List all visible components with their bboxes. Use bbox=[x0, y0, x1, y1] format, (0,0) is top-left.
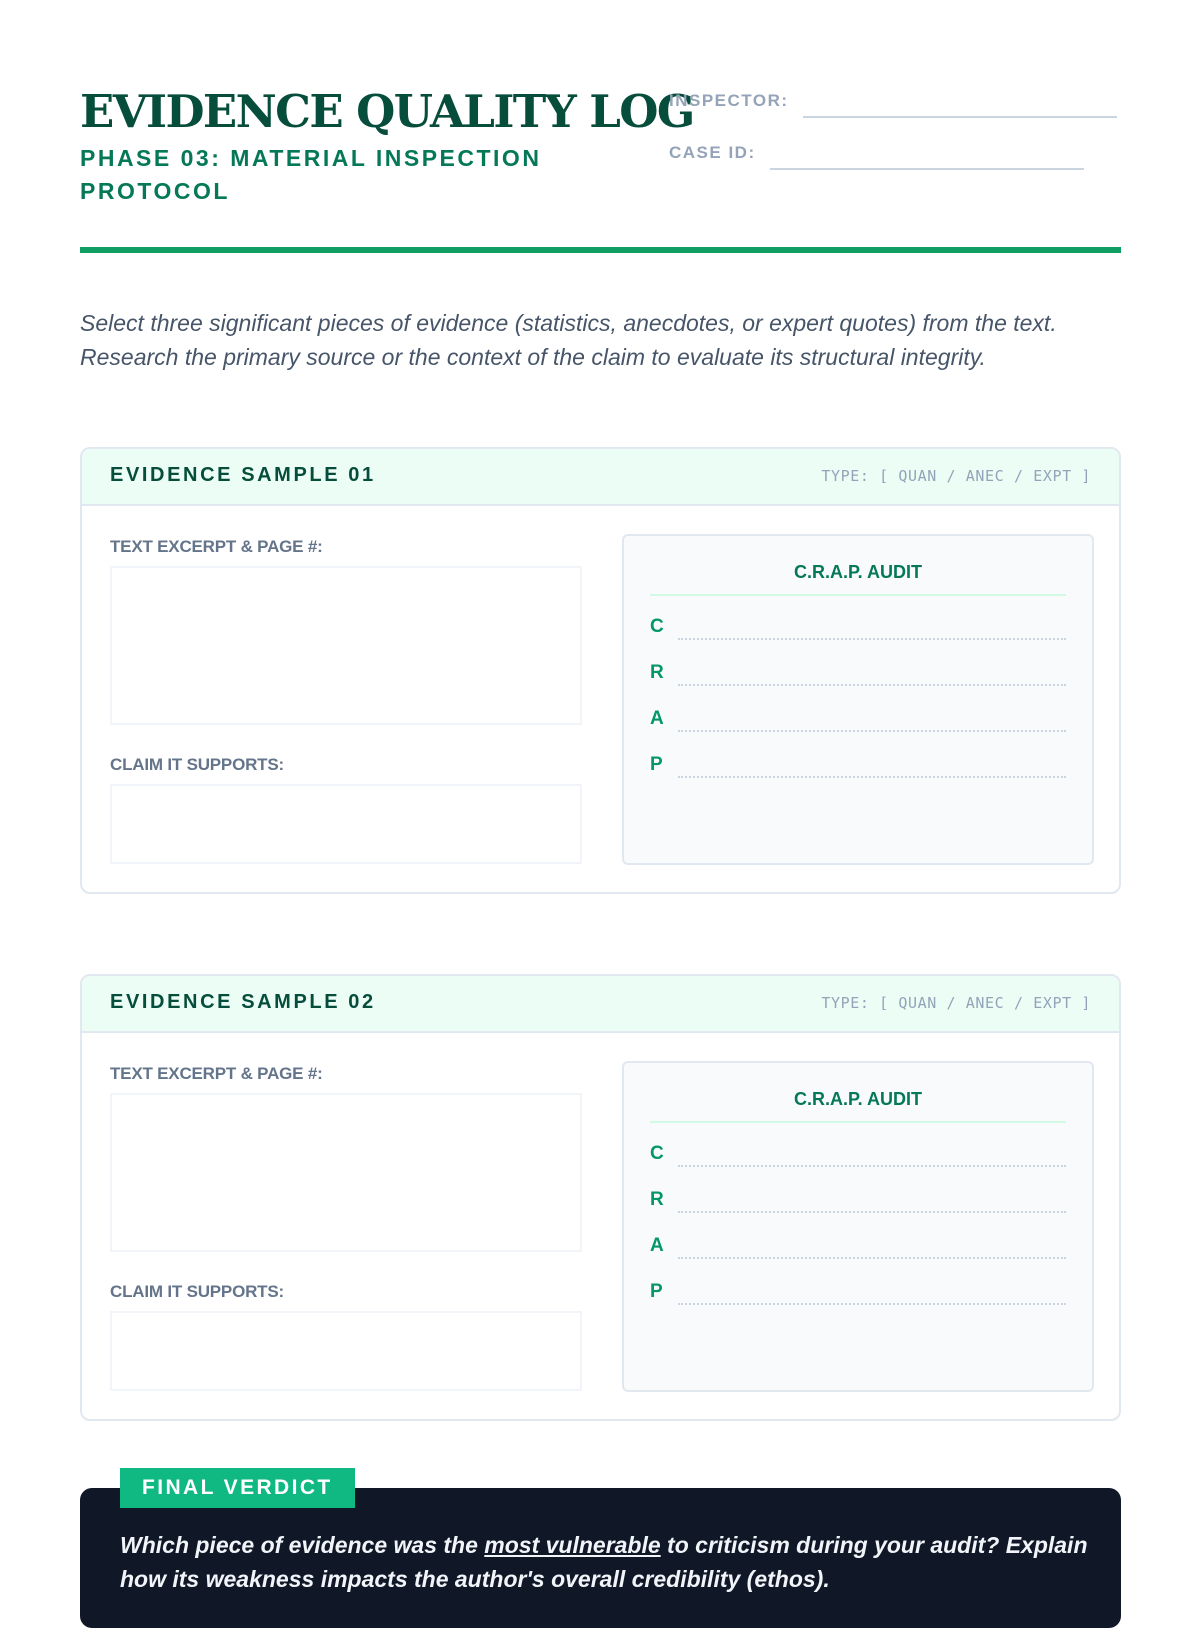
audit-letter: C bbox=[650, 1143, 664, 1164]
sample-title: EVIDENCE SAMPLE 02 bbox=[110, 991, 376, 1013]
card-header bbox=[82, 976, 1119, 1033]
inspector-label: INSPECTOR: bbox=[669, 91, 789, 110]
evidence-sample-card bbox=[80, 447, 1121, 894]
claim-field[interactable] bbox=[110, 1311, 582, 1391]
excerpt-field[interactable] bbox=[110, 566, 582, 725]
verdict-question-end: to criticism during your audit? Explain how its weakness impacts the author's overall credibility (ethos). bbox=[120, 1532, 1088, 1592]
audit-line[interactable] bbox=[678, 754, 1066, 778]
audit-letter: P bbox=[650, 1281, 663, 1302]
excerpt-label: TEXT EXCERPT & PAGE #: bbox=[110, 537, 323, 556]
audit-row-a bbox=[650, 702, 1066, 732]
audit-line[interactable] bbox=[678, 1143, 1066, 1167]
case-id-label: CASE ID: bbox=[669, 143, 756, 162]
audit-line[interactable] bbox=[678, 1235, 1066, 1259]
header-divider bbox=[80, 247, 1121, 253]
claim-label: CLAIM IT SUPPORTS: bbox=[110, 1282, 284, 1301]
verdict-question bbox=[120, 1528, 1100, 1596]
audit-line[interactable] bbox=[678, 1281, 1066, 1305]
audit-row-c bbox=[650, 1137, 1066, 1167]
audit-row-r bbox=[650, 656, 1066, 686]
audit-line[interactable] bbox=[678, 708, 1066, 732]
audit-row-p bbox=[650, 1275, 1066, 1305]
instructions: Select three significant pieces of evidence (statistics, anecdotes, or expert quotes) from the text. Research the primary source or the context of the claim to evaluate its structural integrity. bbox=[80, 310, 1057, 370]
audit-row-a bbox=[650, 1229, 1066, 1259]
crap-audit-panel bbox=[622, 534, 1094, 865]
audit-row-c bbox=[650, 610, 1066, 640]
final-verdict-panel bbox=[80, 1488, 1121, 1628]
inspector-row bbox=[669, 88, 1117, 118]
verdict-question-start: Which piece of evidence was the bbox=[120, 1532, 485, 1558]
type-selector[interactable]: TYPE: [ QUAN / ANEC / EXPT ] bbox=[821, 994, 1091, 1012]
excerpt-label: TEXT EXCERPT & PAGE #: bbox=[110, 1064, 323, 1083]
audit-row-r bbox=[650, 1183, 1066, 1213]
audit-line[interactable] bbox=[678, 616, 1066, 640]
final-verdict-badge: FINAL VERDICT bbox=[120, 1468, 355, 1508]
audit-letter: P bbox=[650, 754, 663, 775]
claim-label: CLAIM IT SUPPORTS: bbox=[110, 755, 284, 774]
crap-audit-panel bbox=[622, 1061, 1094, 1392]
audit-letter: R bbox=[650, 662, 664, 683]
audit-line[interactable] bbox=[678, 1189, 1066, 1213]
audit-letter: A bbox=[650, 1235, 664, 1256]
case-id-row bbox=[669, 140, 1084, 170]
page-subtitle: PHASE 03: MATERIAL INSPECTION PROTOCOL bbox=[80, 145, 542, 204]
case-id-field[interactable] bbox=[770, 138, 1084, 170]
excerpt-field[interactable] bbox=[110, 1093, 582, 1252]
audit-line[interactable] bbox=[678, 662, 1066, 686]
evidence-sample-card bbox=[80, 974, 1121, 1421]
inspector-field[interactable] bbox=[803, 86, 1117, 118]
audit-letter: R bbox=[650, 1189, 664, 1210]
card-header bbox=[82, 449, 1119, 506]
audit-letter: C bbox=[650, 616, 664, 637]
audit-title: C.R.A.P. AUDIT bbox=[650, 562, 1066, 596]
audit-title: C.R.A.P. AUDIT bbox=[650, 1089, 1066, 1123]
audit-letter: A bbox=[650, 708, 664, 729]
sample-title: EVIDENCE SAMPLE 01 bbox=[110, 464, 376, 486]
audit-row-p bbox=[650, 748, 1066, 778]
verdict-emphasis: most vulnerable bbox=[484, 1532, 661, 1558]
page-title: EVIDENCE QUALITY LOG bbox=[80, 85, 694, 138]
header bbox=[80, 84, 1120, 254]
claim-field[interactable] bbox=[110, 784, 582, 864]
type-selector[interactable]: TYPE: [ QUAN / ANEC / EXPT ] bbox=[821, 467, 1091, 485]
